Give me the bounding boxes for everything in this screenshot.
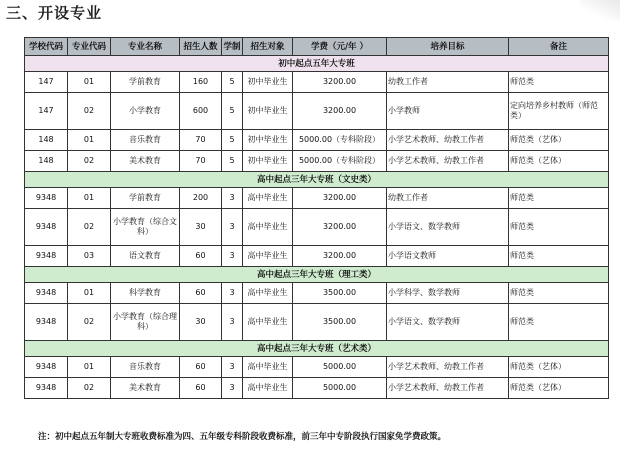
cell-goal: 小学艺术教师、幼教工作者 [387, 378, 509, 399]
cell-goal: 小学语文教师 [387, 246, 509, 267]
cell-remarks: 师范类 [509, 72, 609, 93]
cell-duration: 3 [222, 304, 243, 341]
header-remarks: 备注 [509, 38, 609, 56]
cell-tuition: 3500.00 [293, 283, 387, 304]
cell-major-code: 01 [68, 130, 111, 151]
cell-school-code: 9348 [25, 283, 68, 304]
cell-target: 初中毕业生 [243, 130, 293, 151]
table-row [25, 188, 609, 209]
cell-tuition: 3200.00 [293, 72, 387, 93]
cell-tuition: 3200.00 [293, 246, 387, 267]
cell-duration: 3 [222, 246, 243, 267]
header-row [25, 38, 609, 56]
cell-major-code: 02 [68, 378, 111, 399]
cell-target: 高中毕业生 [243, 188, 293, 209]
header-major-name: 专业名称 [111, 38, 180, 56]
cell-target: 高中毕业生 [243, 246, 293, 267]
cell-major-code: 02 [68, 209, 111, 246]
cell-goal: 小学艺术教师、幼教工作者 [387, 357, 509, 378]
section-title-cell: 高中起点三年大专班（理工类） [25, 267, 609, 283]
cell-tuition: 5000.00（专科阶段） [293, 151, 387, 172]
cell-tuition: 3500.00 [293, 304, 387, 341]
cell-remarks: 定向培养乡村教师（师范类） [509, 93, 609, 130]
cell-remarks: 师范类（艺体） [509, 378, 609, 399]
cell-school-code: 9348 [25, 357, 68, 378]
table-row [25, 304, 609, 341]
cell-major-name: 小学教育（综合理科） [111, 304, 180, 341]
table-row [25, 357, 609, 378]
cell-enrollment: 60 [180, 283, 222, 304]
cell-remarks: 师范类（艺体） [509, 130, 609, 151]
cell-major-name: 小学教育 [111, 93, 180, 130]
header-major-code: 专业代码 [68, 38, 111, 56]
table-row [25, 209, 609, 246]
cell-major-code: 02 [68, 304, 111, 341]
cell-target: 高中毕业生 [243, 378, 293, 399]
cell-duration: 5 [222, 72, 243, 93]
header-school-code: 学校代码 [25, 38, 68, 56]
table-row [25, 151, 609, 172]
cell-target: 高中毕业生 [243, 304, 293, 341]
cell-target: 初中毕业生 [243, 151, 293, 172]
cell-target: 初中毕业生 [243, 72, 293, 93]
cell-goal: 小学语文、数学教师 [387, 304, 509, 341]
cell-enrollment: 70 [180, 151, 222, 172]
cell-goal: 小学艺术教师、幼教工作者 [387, 130, 509, 151]
cell-major-code: 02 [68, 93, 111, 130]
table-row [25, 378, 609, 399]
cell-school-code: 9348 [25, 209, 68, 246]
section-title: 三、开设专业 [6, 4, 103, 22]
cell-remarks: 师范类 [509, 188, 609, 209]
cell-major-code: 01 [68, 283, 111, 304]
cell-enrollment: 200 [180, 188, 222, 209]
cell-target: 高中毕业生 [243, 357, 293, 378]
cell-goal: 幼教工作者 [387, 188, 509, 209]
cell-tuition: 3200.00 [293, 188, 387, 209]
table-row [25, 93, 609, 130]
page-corner-shadow [580, 0, 620, 20]
section-row [25, 56, 609, 72]
cell-enrollment: 30 [180, 304, 222, 341]
cell-major-code: 01 [68, 357, 111, 378]
cell-school-code: 9348 [25, 188, 68, 209]
cell-remarks: 师范类 [509, 246, 609, 267]
cell-duration: 5 [222, 93, 243, 130]
table-body [25, 56, 609, 399]
cell-major-name: 音乐教育 [111, 130, 180, 151]
cell-major-code: 03 [68, 246, 111, 267]
cell-enrollment: 60 [180, 246, 222, 267]
cell-school-code: 147 [25, 93, 68, 130]
cell-major-name: 美术教育 [111, 378, 180, 399]
table-row [25, 283, 609, 304]
cell-school-code: 148 [25, 151, 68, 172]
cell-remarks: 师范类（艺体） [509, 151, 609, 172]
cell-goal: 小学科学、数学教师 [387, 283, 509, 304]
cell-target: 高中毕业生 [243, 209, 293, 246]
cell-duration: 3 [222, 283, 243, 304]
section-row [25, 172, 609, 188]
cell-remarks: 师范类（艺体） [509, 357, 609, 378]
cell-major-name: 学前教育 [111, 72, 180, 93]
cell-tuition: 5000.00 [293, 378, 387, 399]
cell-tuition: 5000.00（专科阶段） [293, 130, 387, 151]
cell-major-name: 音乐教育 [111, 357, 180, 378]
majors-table [24, 37, 609, 399]
cell-school-code: 148 [25, 130, 68, 151]
cell-tuition: 5000.00 [293, 357, 387, 378]
cell-major-code: 01 [68, 72, 111, 93]
cell-enrollment: 600 [180, 93, 222, 130]
header-target: 招生对象 [243, 38, 293, 56]
cell-remarks: 师范类 [509, 283, 609, 304]
cell-school-code: 9348 [25, 246, 68, 267]
cell-major-code: 02 [68, 151, 111, 172]
cell-enrollment: 60 [180, 357, 222, 378]
cell-school-code: 147 [25, 72, 68, 93]
header-goal: 培养目标 [387, 38, 509, 56]
cell-tuition: 3200.00 [293, 93, 387, 130]
cell-goal: 小学艺术教师、幼教工作者 [387, 151, 509, 172]
cell-duration: 3 [222, 357, 243, 378]
footnote: 注：初中起点五年制大专班收费标准为四、五年级专科阶段收费标准，前三年中专阶段执行国家免学费政策。 [38, 432, 447, 442]
cell-major-code: 01 [68, 188, 111, 209]
cell-duration: 3 [222, 378, 243, 399]
header-enrollment: 招生人数 [180, 38, 222, 56]
header-tuition: 学费（元/年 ） [293, 38, 387, 56]
cell-enrollment: 70 [180, 130, 222, 151]
cell-enrollment: 60 [180, 378, 222, 399]
cell-major-name: 科学教育 [111, 283, 180, 304]
cell-tuition: 3200.00 [293, 209, 387, 246]
table-row [25, 130, 609, 151]
cell-goal: 小学教师 [387, 93, 509, 130]
cell-duration: 3 [222, 209, 243, 246]
cell-major-name: 美术教育 [111, 151, 180, 172]
cell-enrollment: 160 [180, 72, 222, 93]
cell-goal: 幼教工作者 [387, 72, 509, 93]
cell-target: 初中毕业生 [243, 93, 293, 130]
section-row [25, 267, 609, 283]
cell-school-code: 9348 [25, 378, 68, 399]
cell-remarks: 师范类 [509, 304, 609, 341]
table-row [25, 246, 609, 267]
section-title-cell: 初中起点五年大专班 [25, 56, 609, 72]
section-title-cell: 高中起点三年大专班（艺术类） [25, 341, 609, 357]
cell-major-name: 语文教育 [111, 246, 180, 267]
cell-target: 高中毕业生 [243, 283, 293, 304]
section-title-cell: 高中起点三年大专班（文史类） [25, 172, 609, 188]
cell-major-name: 学前教育 [111, 188, 180, 209]
header-duration: 学制 [222, 38, 243, 56]
cell-school-code: 9348 [25, 304, 68, 341]
cell-remarks: 师范类 [509, 209, 609, 246]
cell-duration: 5 [222, 151, 243, 172]
cell-enrollment: 30 [180, 209, 222, 246]
section-row [25, 341, 609, 357]
table-row [25, 72, 609, 93]
cell-duration: 3 [222, 188, 243, 209]
cell-goal: 小学语文、数学教师 [387, 209, 509, 246]
cell-major-name: 小学教育（综合文科） [111, 209, 180, 246]
cell-duration: 5 [222, 130, 243, 151]
